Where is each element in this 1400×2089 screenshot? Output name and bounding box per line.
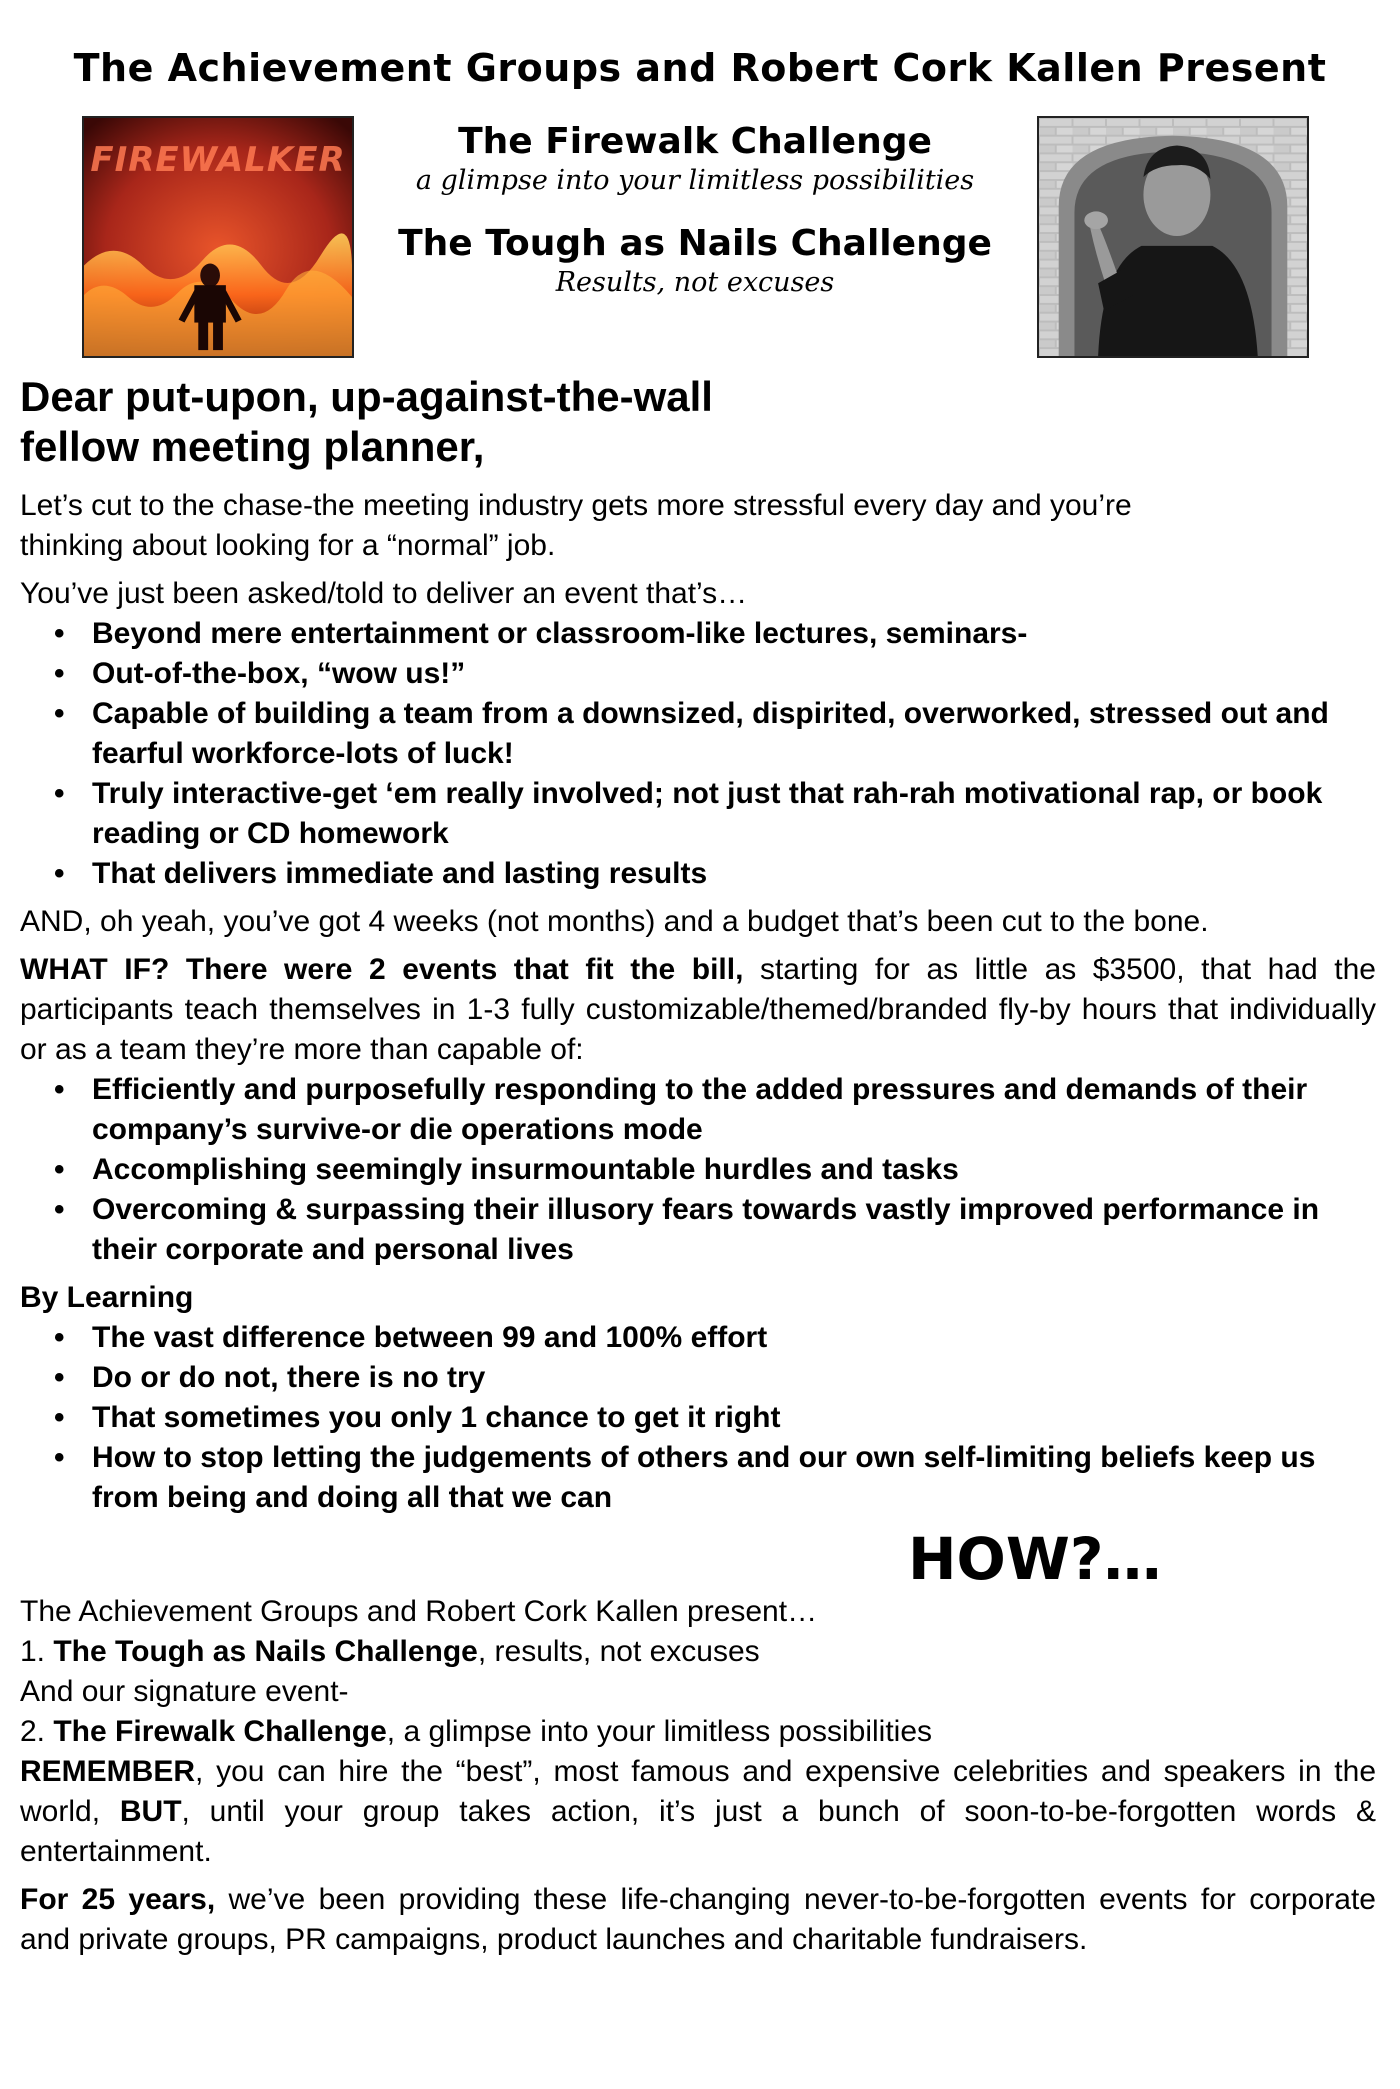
letter-body (20, 372, 1376, 1960)
list-item: • Overcoming & surpassing their illusory fears towards vastly improved performance in their corporate and personal lives (92, 1190, 1376, 1270)
presenter-portrait-art (1039, 118, 1307, 356)
learning-list (20, 1318, 1376, 1518)
firewalk-tagline: a glimpse into your limitless possibilities (415, 165, 975, 196)
whatif-text: starting for as little as $3500, that had the participants teach themselves in 1-3 fully customizable/themed/branded fly-by hours that individually or as a team they’re more than capable of: (20, 953, 1376, 1066)
asked-list (20, 614, 1376, 894)
remember-lead: REMEMBER (20, 1755, 196, 1788)
whatif-paragraph (20, 950, 1376, 1070)
remember-paragraph: REMEMBER, you can hire the “best”, most famous and expensive celebrities and speakers in the world, BUT, until your group takes action, it’s just a bunch of soon-to-be-forgotten words & entertainment. (20, 1755, 1376, 1868)
event-item-1-name: The Tough as Nails Challenge (53, 1635, 478, 1668)
intro-paragraph: Let’s cut to the chase-the meeting industry gets more stressful every day and you’re thinking about looking for a “normal” job. (20, 489, 1132, 562)
list-item: • Efficiently and purposefully responding to the added pressures and demands of their company’s survive-or die operations mode (92, 1070, 1376, 1150)
years-lead: For 25 years, (20, 1883, 216, 1916)
list-item: • Truly interactive-get ‘em really involved; not just that rah-rah motivational rap, or book reading or CD homework (92, 774, 1376, 854)
asked-intro: You’ve just been asked/told to deliver an event that’s… (20, 577, 748, 610)
list-item: • Accomplishing seemingly insurmountable hurdles and tasks (92, 1150, 1376, 1190)
presenter-portrait (1037, 116, 1309, 358)
list-item: • Beyond mere entertainment or classroom-like lectures, seminars- (92, 614, 1376, 654)
whatif-lead: WHAT IF? There were 2 events that fit the bill, (20, 953, 744, 986)
by-learning-heading: By Learning (20, 1281, 194, 1314)
signature-line: And our signature event- (20, 1675, 349, 1708)
salutation (20, 372, 1376, 472)
event-item-1: 1. The Tough as Nails Challenge, results, not excuses (20, 1635, 760, 1668)
salutation-line-2: fellow meeting planner, (20, 423, 485, 470)
firewalker-photo (82, 116, 354, 358)
firewalk-title: The Firewalk Challenge (458, 121, 932, 162)
budget-paragraph: AND, oh yeah, you’ve got 4 weeks (not months) and a budget that’s been cut to the bone. (20, 905, 1209, 938)
list-item: • That sometimes you only 1 chance to get it right (92, 1398, 1376, 1438)
salutation-line-1: Dear put-upon, up-against-the-wall (20, 373, 713, 420)
present-line: The Achievement Groups and Robert Cork Kallen present… (20, 1595, 818, 1628)
tough-as-nails-tagline: Results, not excuses (555, 267, 835, 298)
event-headings (360, 120, 1030, 300)
event-item-2-name: The Firewalk Challenge (53, 1715, 387, 1748)
years-paragraph: For 25 years, we’ve been providing these life-changing never-to-be-forgotten events for corporate and private groups, PR campaigns, product launches and charitable fundraisers. (20, 1883, 1376, 1956)
list-item: • That delivers immediate and lasting results (92, 854, 1376, 894)
list-item: • Capable of building a team from a downsized, dispirited, overworked, stressed out and fearful workforce-lots of luck! (92, 694, 1376, 774)
tough-as-nails-title: The Tough as Nails Challenge (398, 223, 992, 264)
presenters-heading: The Achievement Groups and Robert Cork Kallen Present (73, 46, 1327, 90)
how-heading: HOW?… (908, 1525, 1162, 1593)
list-item: • Out-of-the-box, “wow us!” (92, 654, 1376, 694)
capable-list (20, 1070, 1376, 1270)
list-item: • How to stop letting the judgements of others and our own self-limiting beliefs keep us from being and doing all that we can (92, 1438, 1376, 1518)
event-item-2: 2. The Firewalk Challenge, a glimpse into your limitless possibilities (20, 1715, 932, 1748)
list-item: • The vast difference between 99 and 100% effort (92, 1318, 1376, 1358)
but-word: BUT (119, 1795, 182, 1828)
list-item: • Do or do not, there is no try (92, 1358, 1376, 1398)
firewalker-sign: FIREWALKER (90, 140, 346, 180)
